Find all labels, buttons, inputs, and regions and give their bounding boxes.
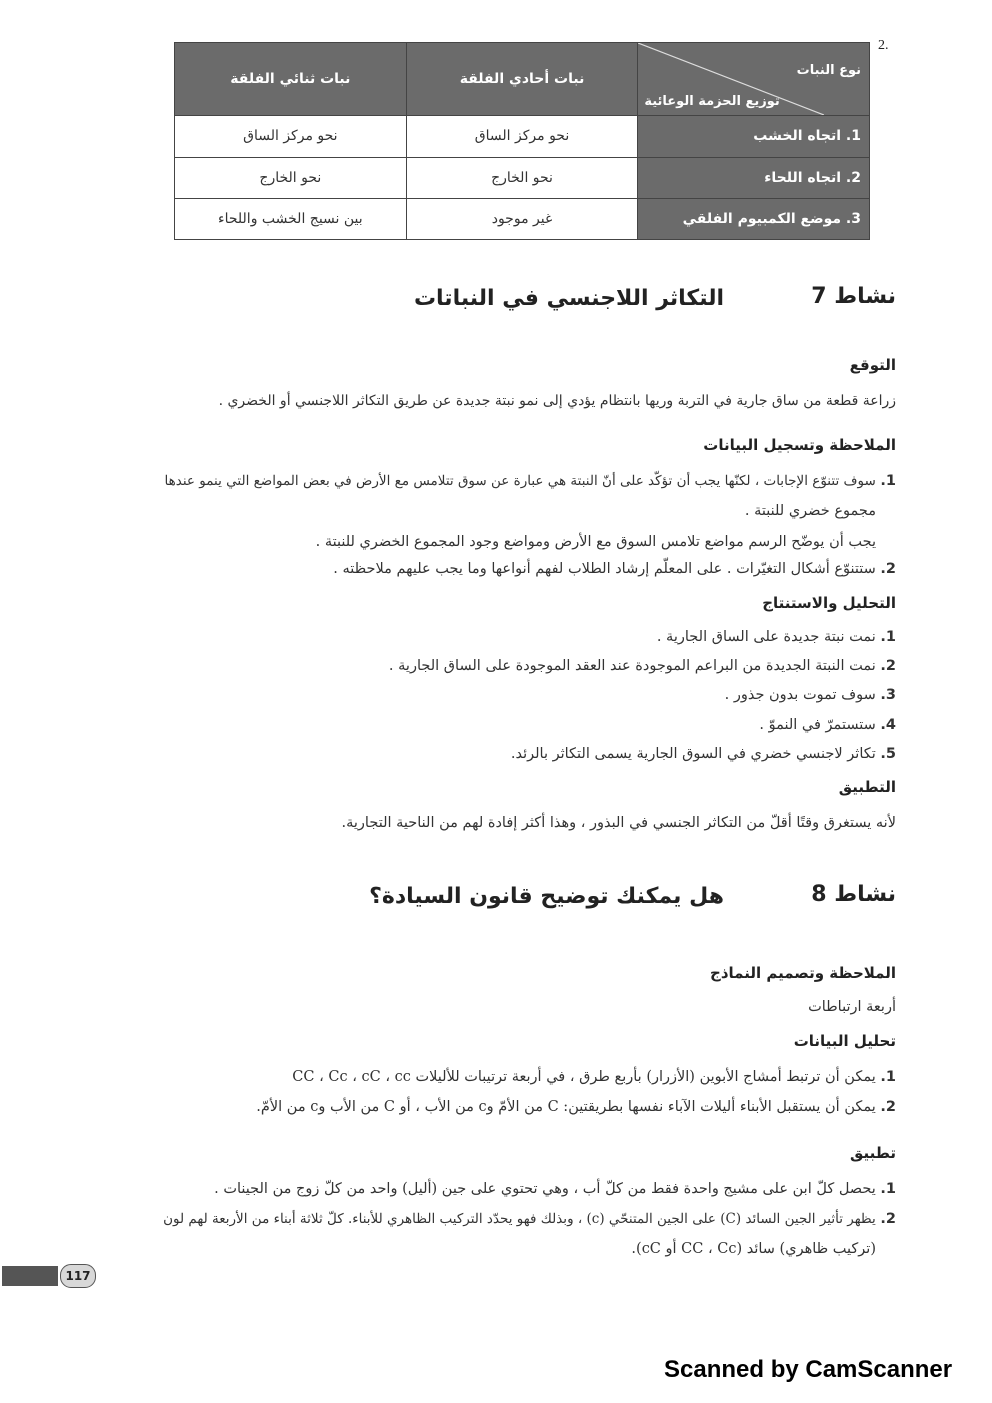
- item-number: 1.: [880, 1069, 896, 1085]
- apply-text: يحصل كلّ ابن على مشيج واحدة فقط من كلّ أب ، وهي تحتوي على جين (أليل) واحد من كلّ زوج من الجينات .: [214, 1181, 876, 1197]
- analysis-text: سوف تموت بدون جذور .: [724, 687, 876, 703]
- item-number: 3.: [880, 687, 896, 703]
- table-row: [175, 116, 870, 157]
- application-heading: التطبيق: [838, 778, 896, 796]
- application-text: لأنه يستغرق وقتًا أقلّ من التكاثر الجنسي في البذور ، وهذا أكثر إفادة لهم من الناحية التجارية.: [341, 815, 896, 831]
- prediction-heading: التوقع: [849, 356, 896, 374]
- item-number: 1.: [880, 629, 896, 645]
- item-number: 2.: [880, 1211, 896, 1227]
- analysis-item: [725, 680, 896, 710]
- item-number: 2.: [880, 1099, 896, 1115]
- header-dicot: نبات ثنائي الفلقة: [175, 43, 407, 116]
- item-number: 2.: [880, 561, 896, 577]
- cell-dicot: نحو مركز الساق: [175, 116, 407, 157]
- camscanner-watermark: Scanned by CamScanner: [664, 1356, 953, 1383]
- analysis-text: نمت نبتة جديدة على الساق الجارية .: [656, 629, 876, 645]
- corner-top-label: نوع النبات: [796, 63, 861, 78]
- obs1-line2: مجموع خضري للنبتة .: [744, 503, 876, 519]
- apply-text: يظهر تأثير الجين السائد (C) على الجين المتنحّي (c) ، وبذلك فهو يحدّد التركيب الظاهري للأبناء. كلّ ثلاثة أبناء من الأربعة لهم لون: [163, 1211, 876, 1227]
- page-tab: [2, 1266, 58, 1286]
- row-head: 1. اتجاه الخشب: [638, 116, 870, 157]
- activity7-label: نشاط 7: [811, 284, 896, 309]
- models-text: أربعة ارتباطات: [808, 999, 896, 1015]
- data-text: يمكن أن يستقبل الأبناء أليلات الآباء نفسها بطريقتين: C من الأمّ وc من الأب ، أو C من الأب وc من الأمّ.: [256, 1099, 876, 1115]
- obs1-line1: سوف تتنوّع الإجابات ، لكنّها يجب أن تؤكّد على أنّ النبتة هي عبارة عن سوق تتلامس مع الأرض في بعض المواضع التي ينمو عندها: [164, 473, 876, 489]
- obs2-text: ستتنوّع أشكال التغيّرات . على المعلّم إرشاد الطلاب لفهم أنواعها وما يجب عليهم ملاحظته .: [333, 561, 876, 577]
- models-heading: الملاحظة وتصميم النماذج: [710, 964, 896, 982]
- item-number: 5.: [880, 746, 896, 762]
- cell-monocot: غير موجود: [406, 198, 638, 239]
- cell-dicot: نحو الخارج: [175, 157, 407, 198]
- apply-heading: تطبيق: [849, 1144, 896, 1162]
- apply-item: [66, 1204, 896, 1234]
- vascular-bundle-table: [174, 42, 870, 240]
- item-number: 2.: [880, 658, 896, 674]
- analysis-item: [389, 651, 896, 681]
- observation-item-1: [66, 466, 896, 496]
- apply-item: [136, 1174, 896, 1204]
- activity7-title: التكاثر اللاجنسي في النباتات: [413, 286, 724, 311]
- page-number: 117: [60, 1264, 96, 1288]
- table-number: 2.: [878, 38, 889, 53]
- cell-dicot: بين نسيج الخشب واللحاء: [175, 198, 407, 239]
- analysis-item: [759, 710, 896, 740]
- data-item: [136, 1062, 896, 1092]
- analysis-text: تكاثر لاجنسي خضري في السوق الجارية يسمى التكاثر بالرئد.: [510, 746, 876, 762]
- analysis-text: نمت النبتة الجديدة من البراعم الموجودة عند العقد الموجودة على الساق الجارية .: [388, 658, 876, 674]
- apply2-line2: (تركيب ظاهري) سائد (CC ، Cc أو cC).: [631, 1241, 876, 1257]
- data-text: يمكن أن ترتبط أمشاج الأبوين (الأزرار) بأربع طرق ، في أربعة ترتيبات للأليلات CC ، Cc ، cC ، cc: [292, 1069, 876, 1085]
- corner-bottom-label: توزيع الحزمة الوعائية: [644, 94, 780, 110]
- data-analysis-heading: تحليل البيانات: [793, 1032, 896, 1050]
- analysis-heading: التحليل والاستنتاج: [762, 594, 896, 612]
- observation-item-2: [196, 554, 896, 584]
- row-head: 2. اتجاه اللحاء: [638, 157, 870, 198]
- cell-monocot: نحو الخارج: [406, 157, 638, 198]
- observation-heading: الملاحظة وتسجيل البيانات: [703, 436, 896, 454]
- analysis-text: ستستمرّ في النموّ .: [759, 717, 876, 733]
- table-row: [175, 157, 870, 198]
- obs1-line3: يجب أن يوضّح الرسم مواضع تلامس السوق مع الأرض ومواضع وجود المجموع الخضري للنبتة .: [315, 534, 876, 550]
- activity8-title: هل يمكنك توضيح قانون السيادة؟: [369, 884, 724, 909]
- item-number: 1.: [880, 1181, 896, 1197]
- activity8-label: نشاط 8: [811, 882, 896, 907]
- data-item: [136, 1092, 896, 1122]
- item-number: 4.: [880, 717, 896, 733]
- header-monocot: نبات أحادي الفلقة: [406, 43, 638, 116]
- row-head: 3. موضع الكمبيوم الفلقي: [638, 198, 870, 239]
- prediction-text: زراعة قطعة من ساق جارية في التربة وريها بانتظام يؤدي إلى نمو نبتة جديدة عن طريق التكاثر اللاجنسي أو الخضري .: [218, 393, 896, 409]
- table-row: [175, 198, 870, 239]
- analysis-item: [657, 622, 896, 652]
- item-number: 1.: [880, 473, 896, 489]
- table-corner-header: [638, 43, 870, 116]
- cell-monocot: نحو مركز الساق: [406, 116, 638, 157]
- analysis-item: [511, 739, 896, 769]
